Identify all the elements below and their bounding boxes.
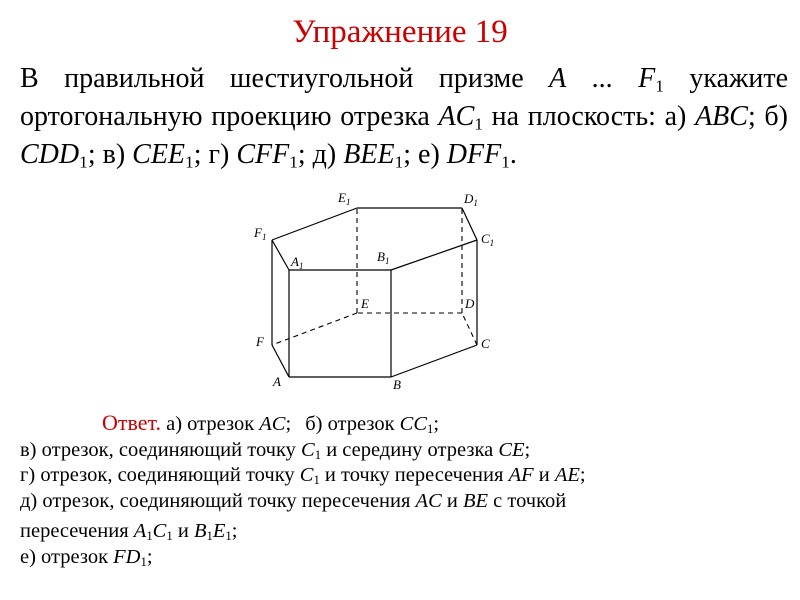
- edge-CD-hidden: [462, 313, 477, 345]
- edge-F1A1: [272, 240, 289, 270]
- answer-e: е) отрезок $FD_1$;: [20, 545, 153, 569]
- label-E1: $E_1$: [338, 190, 351, 207]
- label-E: E: [361, 296, 369, 311]
- answer-v: в) отрезок, соединяющий точку $C_1$ и середину отрезка CE;: [20, 438, 531, 462]
- edge-FA: [272, 345, 289, 377]
- label-D1: $D_1$: [464, 191, 478, 208]
- edge-E1F1: [272, 208, 357, 240]
- edge-B1C1: [391, 240, 477, 270]
- problem-statement: В правильной шестиугольной призме A ... $F_1$ укажите ортогональную проекцию отрезка $AC_1$ на плоскость: а) ABC; б) $CDD_1$; в) $CEE_1$; г) $CFF_1$; д) $BEE_1$; е) $DFF_1$.: [20, 63, 789, 172]
- label-C1: $C_1$: [481, 231, 495, 248]
- edge-C1D1: [462, 208, 477, 240]
- edge-EF-hidden: [272, 313, 357, 345]
- answer-d: д) отрезок, соединяющий точку пересечения AC и BE с точкой: [20, 489, 567, 512]
- answer-d-continued: пересечения $A_1C_1$ и $B_1E_1$;: [20, 520, 238, 544]
- label-C: C: [481, 336, 490, 351]
- label-F1: $F_1$: [254, 225, 267, 242]
- answer-g: г) отрезок, соединяющий точку $C_1$ и точку пересечения AF и AE;: [20, 464, 586, 488]
- answer-label: Ответ.: [102, 410, 161, 435]
- label-A1: $A_1$: [291, 254, 304, 271]
- label-D: D: [465, 296, 475, 311]
- edge-BC: [391, 345, 477, 377]
- label-F: F: [256, 334, 264, 349]
- answers-block: [20, 410, 790, 570]
- label-A: A: [273, 374, 281, 389]
- exercise-title: Упражнение 19: [292, 14, 508, 50]
- answer-a-b: Ответ. а) отрезок AC; б) отрезок $CC_1$;: [102, 410, 440, 437]
- label-B: B: [393, 377, 401, 392]
- label-B1: $B_1$: [377, 249, 390, 266]
